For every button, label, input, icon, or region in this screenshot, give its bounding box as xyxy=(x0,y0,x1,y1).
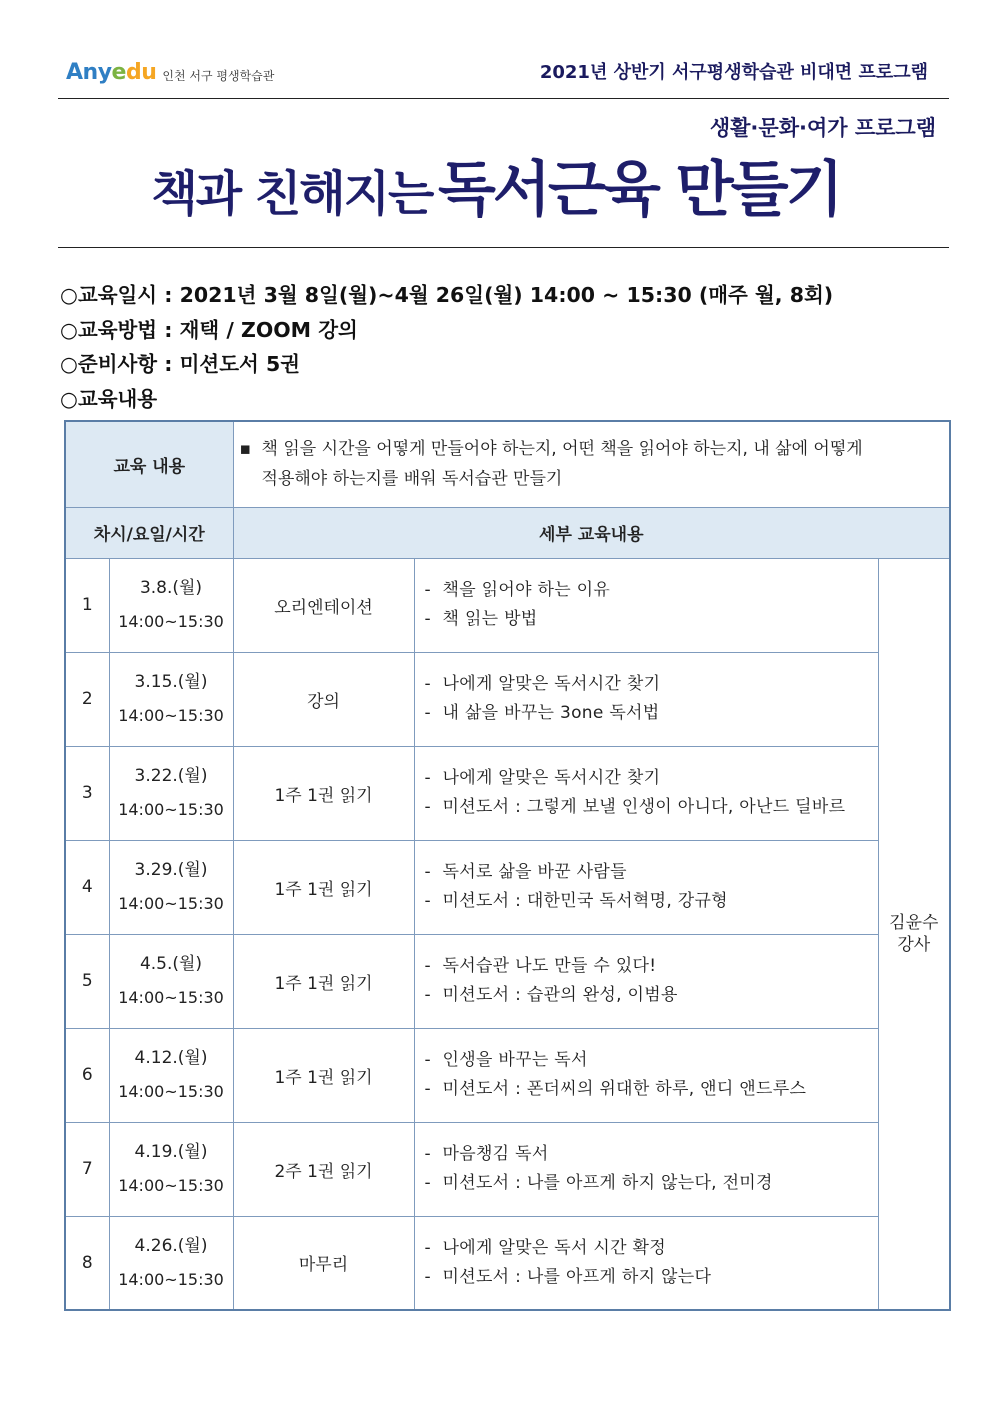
detail-text: 나에게 알맞은 독서시간 찾기 xyxy=(442,768,661,788)
session-number: 4 xyxy=(65,840,109,934)
page-title xyxy=(0,150,992,245)
info-schedule: ○교육일시 : 2021년 3월 8일(월)~4월 26일(월) 14:00 ~ 15:30 (매주 월, 8회) xyxy=(60,283,834,307)
instructor: 김윤수 강사 xyxy=(878,558,950,1310)
detail-item: - 미션도서 : 나를 아프게 하지 않는다, 전미경 xyxy=(425,1169,870,1198)
detail-text: 마음챙김 독서 xyxy=(442,1144,549,1164)
logo xyxy=(66,52,274,92)
table-row xyxy=(65,1216,950,1310)
session-datetime xyxy=(109,652,233,746)
session-details xyxy=(414,558,878,652)
overview-row xyxy=(65,421,950,507)
session-datetime xyxy=(109,840,233,934)
detail-item: - 미션도서 : 대한민국 독서혁명, 강규형 xyxy=(425,887,870,916)
header-divider xyxy=(58,98,949,99)
overview-line: 책 읽을 시간을 어떻게 만들어야 하는지, 어떤 책을 읽어야 하는지, 내 삶에 어떻게 xyxy=(261,439,863,460)
detail-text: 인생을 바꾸는 독서 xyxy=(442,1050,588,1070)
table-row xyxy=(65,746,950,840)
detail-item: - 독서습관 나도 만들 수 있다! xyxy=(425,952,870,981)
detail-item: - 책을 읽어야 하는 이유 xyxy=(425,576,870,605)
title-part1: 책과 친해지는 xyxy=(151,166,433,222)
table-row xyxy=(65,934,950,1028)
schedule-table xyxy=(64,420,951,1311)
detail-item: - 독서로 삶을 바꾼 사람들 xyxy=(425,858,870,887)
detail-text: 미션도서 : 나를 아프게 하지 않는다 xyxy=(442,1266,712,1287)
title-part2: 독서근육 만들기 xyxy=(437,155,841,225)
session-type: 1주 1권 읽기 xyxy=(233,1028,414,1122)
session-date: 4.12.(월) xyxy=(134,1048,208,1068)
session-type: 1주 1권 읽기 xyxy=(233,840,414,934)
session-details xyxy=(414,934,878,1028)
overview-text xyxy=(233,421,950,507)
info-value: 재택 / ZOOM 강의 xyxy=(179,318,358,342)
session-datetime xyxy=(109,1028,233,1122)
info-label: ○교육내용 xyxy=(60,387,158,411)
table-row xyxy=(65,652,950,746)
table-row xyxy=(65,840,950,934)
session-type: 1주 1권 읽기 xyxy=(233,746,414,840)
session-date: 4.19.(월) xyxy=(134,1142,208,1162)
session-details xyxy=(414,840,878,934)
session-type: 강의 xyxy=(233,652,414,746)
session-date: 3.15.(월) xyxy=(134,672,208,692)
table-row xyxy=(65,1028,950,1122)
logo-wordmark: Anyedu xyxy=(66,59,157,85)
detail-item: - 마음챙김 독서 xyxy=(425,1140,870,1169)
session-number: 7 xyxy=(65,1122,109,1216)
session-details xyxy=(414,1122,878,1216)
session-time: 14:00~15:30 xyxy=(118,988,224,1007)
session-type: 2주 1권 읽기 xyxy=(233,1122,414,1216)
table-header-row xyxy=(65,507,950,558)
column-header-session: 차시/요일/시간 xyxy=(65,507,233,558)
overview-label: 교육 내용 xyxy=(65,421,233,507)
detail-text: 미션도서 : 폰더씨의 위대한 하루, 앤디 앤드루스 xyxy=(442,1079,807,1099)
info-label: ○교육방법 xyxy=(60,318,158,342)
session-date: 4.5.(월) xyxy=(139,954,203,974)
detail-item: - 책 읽는 방법 xyxy=(425,605,870,634)
detail-item: - 미션도서 : 습관의 완성, 이범용 xyxy=(425,981,870,1010)
program-category: 생활·문화·여가 프로그램 xyxy=(709,116,936,140)
session-date: 4.26.(월) xyxy=(134,1235,208,1256)
info-preparation: ○준비사항 : 미션도서 5권 xyxy=(60,352,301,376)
session-details xyxy=(414,652,878,746)
session-date: 3.8.(월) xyxy=(139,578,203,598)
detail-text: 나에게 알맞은 독서 시간 확정 xyxy=(442,1237,666,1258)
detail-item: - 미션도서 : 폰더씨의 위대한 하루, 앤디 앤드루스 xyxy=(425,1075,870,1104)
detail-text: 독서습관 나도 만들 수 있다! xyxy=(442,956,657,976)
session-time: 14:00~15:30 xyxy=(118,706,224,725)
detail-item: - 미션도서 : 나를 아프게 하지 않는다 xyxy=(425,1263,870,1292)
session-date: 3.29.(월) xyxy=(134,860,208,880)
session-time: 14:00~15:30 xyxy=(118,1176,224,1195)
session-date: 3.22.(월) xyxy=(134,766,208,786)
session-number: 5 xyxy=(65,934,109,1028)
detail-text: 독서로 삶을 바꾼 사람들 xyxy=(442,862,627,882)
info-method: ○교육방법 : 재택 / ZOOM 강의 xyxy=(60,318,358,342)
session-time: 14:00~15:30 xyxy=(118,1082,224,1101)
session-type: 오리엔테이션 xyxy=(233,558,414,652)
column-header-detail: 세부 교육내용 xyxy=(233,507,950,558)
session-details xyxy=(414,746,878,840)
detail-item: - 나에게 알맞은 독서시간 찾기 xyxy=(425,764,870,793)
logo-subtitle: 인천 서구 평생학습관 xyxy=(162,68,275,83)
overview-line: 적용해야 하는지를 배워 독서습관 만들기 xyxy=(261,469,563,490)
bullet-icon: ▪ xyxy=(239,439,252,460)
session-datetime xyxy=(109,1122,233,1216)
detail-item: - 나에게 알맞은 독서시간 찾기 xyxy=(425,670,870,699)
session-number: 8 xyxy=(65,1216,109,1310)
session-time: 14:00~15:30 xyxy=(118,1269,224,1289)
info-value: 2021년 3월 8일(월)~4월 26일(월) 14:00 ~ 15:30 (매주 월, 8회) xyxy=(179,283,834,307)
session-type: 마무리 xyxy=(233,1216,414,1310)
session-details xyxy=(414,1028,878,1122)
session-number: 6 xyxy=(65,1028,109,1122)
session-number: 3 xyxy=(65,746,109,840)
table-row xyxy=(65,558,950,652)
detail-text: 나에게 알맞은 독서시간 찾기 xyxy=(442,674,661,694)
session-time: 14:00~15:30 xyxy=(118,800,224,819)
detail-text: 책을 읽어야 하는 이유 xyxy=(442,580,611,600)
detail-item: - 내 삶을 바꾸는 3one 독서법 xyxy=(425,699,870,728)
table-row xyxy=(65,1122,950,1216)
program-title: 2021년 상반기 서구평생학습관 비대면 프로그램 xyxy=(539,62,928,83)
detail-text: 내 삶을 바꾸는 3one 독서법 xyxy=(442,703,660,723)
session-time: 14:00~15:30 xyxy=(118,894,224,913)
session-type: 1주 1권 읽기 xyxy=(233,934,414,1028)
info-value: 미션도서 5권 xyxy=(179,352,301,376)
detail-item: - 나에게 알맞은 독서 시간 확정 xyxy=(425,1234,870,1263)
detail-text: 미션도서 : 습관의 완성, 이범용 xyxy=(442,985,678,1005)
session-datetime xyxy=(109,1216,233,1310)
session-datetime xyxy=(109,746,233,840)
session-number: 2 xyxy=(65,652,109,746)
info-content xyxy=(60,382,157,412)
session-datetime xyxy=(109,934,233,1028)
detail-text: 미션도서 : 나를 아프게 하지 않는다, 전미경 xyxy=(442,1173,773,1193)
detail-item: - 인생을 바꾸는 독서 xyxy=(425,1046,870,1075)
detail-item: - 미션도서 : 그렇게 보낼 인생이 아니다, 아난드 딜바르 xyxy=(425,793,870,822)
session-time: 14:00~15:30 xyxy=(118,612,224,631)
detail-text: 책 읽는 방법 xyxy=(442,609,538,629)
title-divider xyxy=(58,247,949,248)
info-label: ○준비사항 xyxy=(60,352,158,376)
detail-text: 미션도서 : 그렇게 보낼 인생이 아니다, 아난드 딜바르 xyxy=(442,797,846,817)
detail-text: 미션도서 : 대한민국 독서혁명, 강규형 xyxy=(442,891,728,911)
session-number: 1 xyxy=(65,558,109,652)
session-details xyxy=(414,1216,878,1310)
session-datetime xyxy=(109,558,233,652)
info-label: ○교육일시 xyxy=(60,283,158,307)
